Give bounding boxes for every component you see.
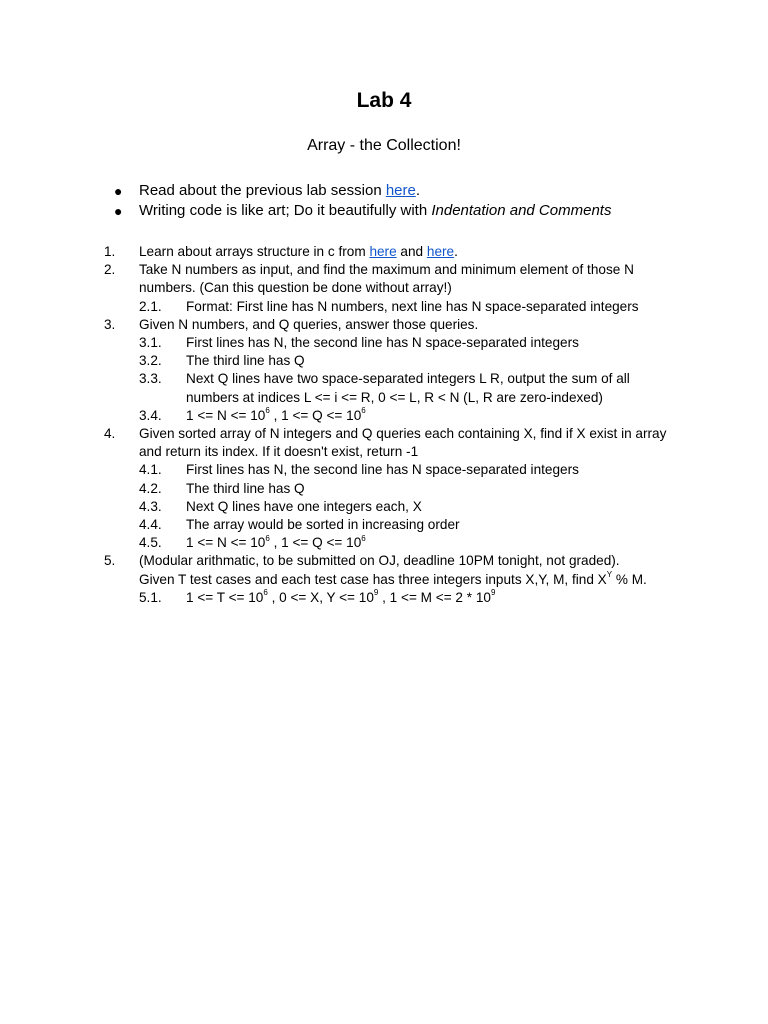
page-title: Lab 4 [356, 89, 412, 112]
item-text: Take N numbers as input, and find the maximum and minimum element of those N numbers. (Can this question be done without array!) [139, 262, 634, 296]
numbered-list [0, 243, 768, 607]
item-text: (Modular arithmatic, to be submitted on OJ, deadline 10PM tonight, not graded). Given T test cases and each test case has three integers inputs X,Y, M, find $X^Y$ % M. [139, 553, 647, 587]
arrays-link-2[interactable]: here [426, 244, 455, 259]
list-item [0, 316, 768, 334]
list-item [0, 243, 768, 261]
item-number: 5. [104, 553, 116, 569]
sub-item-number: 4.5. [139, 535, 162, 551]
sub-list-item [0, 461, 768, 479]
bullet-text: Read about the previous lab session here. [139, 182, 421, 199]
sub-item-number: 5.1. [139, 589, 162, 605]
sub-list-item [0, 589, 768, 607]
arrays-link-1[interactable]: here [369, 244, 397, 259]
item-number: 1. [104, 244, 116, 259]
bullet-item [0, 201, 768, 221]
sub-item-text: First lines has N, the second line has N space-separated integers [186, 462, 579, 478]
bullet-icon: ● [114, 183, 123, 199]
sub-item-number: 3.2. [139, 353, 162, 369]
sub-item-text: $1 <= T <= 10^6$ , 0 <= X, $Y <= 10^9$ , $1 <= M <= 2 * 10^9$ [186, 588, 496, 605]
sub-list-item [0, 516, 768, 534]
sub-item-text: Next Q lines have two space-separated integers L R, output the sum of all numbers at indices L <= i <= R, 0 <= L, R < N (L, R are zero-indexed) [186, 371, 630, 405]
sub-item-number: 4.4. [139, 517, 162, 533]
sub-item-text: The third line has Q [186, 480, 305, 496]
bullet-text: Writing code is like art; Do it beautifully with Indentation and Comments [139, 202, 612, 219]
item-number: 3. [104, 316, 116, 332]
sub-list-item [0, 480, 768, 498]
sub-list-item [0, 534, 768, 552]
sub-item-number: 4.3. [139, 498, 162, 514]
list-item [0, 552, 768, 588]
list-item [0, 425, 768, 461]
sub-list-item [0, 407, 768, 425]
sub-item-text: $1 <= N <= 10^6$ , $1 <= Q <= 10^6$ [186, 406, 366, 423]
bullet-list [0, 181, 768, 221]
sub-item-text: First lines has N, the second line has N space-separated integers [186, 335, 579, 351]
sub-list-item [0, 498, 768, 516]
sub-item-number: 3.4. [139, 407, 162, 423]
item-number: 2. [104, 262, 116, 278]
sub-item-text: Next Q lines have one integers each, X [186, 498, 422, 514]
bullet-item [0, 181, 768, 201]
item-number: 4. [104, 426, 116, 442]
sub-list-item [0, 352, 768, 370]
page-subtitle: Array - the Collection! [307, 137, 461, 154]
sub-item-text: The third line has Q [186, 353, 305, 369]
sub-item-text: $1 <= N <= 10^6$ , $1 <= Q <= 10^6$ [186, 533, 366, 551]
sub-item-number: 3.1. [139, 335, 162, 351]
sub-item-text: Format: First line has N numbers, next line has N space-separated integers [186, 298, 639, 314]
sub-item-text: The array would be sorted in increasing order [186, 517, 460, 533]
sub-item-number: 2.1. [139, 298, 162, 314]
item-text: Given sorted array of N integers and Q queries each containing X, find if X exist in array and return its index. If it doesn't exist, return -1 [139, 426, 667, 460]
list-item [0, 261, 768, 297]
sub-list-item [0, 334, 768, 352]
previous-lab-link[interactable]: here [385, 182, 416, 199]
bullet-icon: ● [114, 203, 123, 219]
sub-item-number: 3.3. [139, 371, 162, 387]
item-text: Learn about arrays structure in c from here and here. [139, 244, 458, 259]
sub-item-number: 4.1. [139, 462, 162, 478]
sub-item-number: 4.2. [139, 480, 162, 496]
item-text: Given N numbers, and Q queries, answer those queries. [139, 316, 479, 332]
sub-list-item [0, 298, 768, 316]
sub-list-item [0, 370, 768, 406]
